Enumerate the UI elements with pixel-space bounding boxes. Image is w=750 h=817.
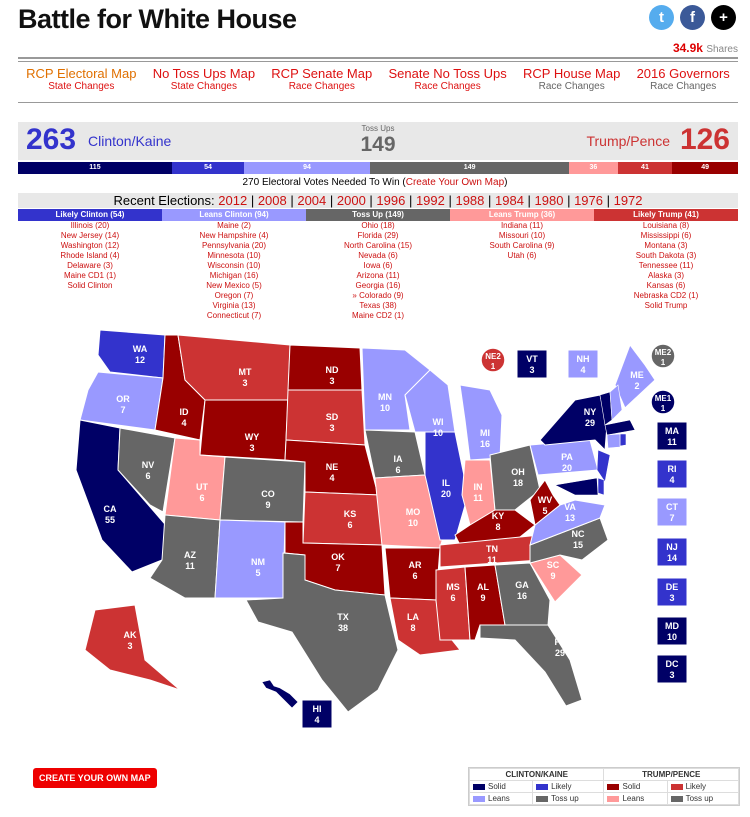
- state-ev: 14: [666, 553, 678, 563]
- district-ev: 1: [660, 404, 666, 413]
- race-link[interactable]: Minnesota (10): [207, 251, 261, 260]
- state-ev: 11: [487, 555, 497, 565]
- state-ev: 18: [512, 478, 524, 488]
- state-label: WI: [432, 417, 444, 427]
- state-label: VT: [526, 354, 538, 364]
- nav-sub: State Changes: [170, 81, 237, 92]
- nav-label: No Toss Ups Map: [152, 66, 256, 81]
- bar-segment-likely_d: 54: [172, 162, 244, 174]
- state-label: LA: [407, 612, 419, 622]
- district-ev: 1: [660, 358, 666, 367]
- state-ev: 6: [450, 593, 456, 603]
- state-ev: 20: [440, 489, 452, 499]
- state-ev: 3: [529, 365, 535, 375]
- state-label: TX: [337, 612, 349, 622]
- race-link[interactable]: Oregon (7): [214, 291, 254, 300]
- race-link[interactable]: Washington (12): [60, 241, 120, 250]
- nav-label: RCP Electoral Map: [26, 66, 137, 81]
- race-link[interactable]: Pennsylvania (20): [201, 241, 267, 250]
- race-link[interactable]: South Carolina (9): [489, 241, 555, 250]
- district-ev: 1: [490, 362, 496, 371]
- state-label: HI: [312, 704, 322, 714]
- state-ev: 8: [410, 623, 416, 633]
- district-label: NE2: [485, 352, 501, 361]
- nav-sub: Race Changes: [650, 81, 717, 92]
- state-ev: 10: [666, 632, 678, 642]
- district-label: ME2: [654, 348, 672, 357]
- state-ev: 10: [432, 428, 444, 438]
- nav-sub: Race Changes: [414, 81, 481, 92]
- legend-leans-d: Leans: [470, 793, 533, 805]
- state-ev: 7: [120, 405, 126, 415]
- race-link[interactable]: Nevada (6): [358, 251, 398, 260]
- state-ev: 7: [335, 563, 341, 573]
- bar-segment-solid_r: 49: [672, 162, 738, 174]
- state-label: AZ: [184, 550, 196, 560]
- state-ev: 4: [669, 475, 675, 485]
- state-ev: 29: [554, 648, 566, 658]
- state-ma[interactable]: [605, 420, 635, 435]
- legend-likely-d: Likely: [533, 781, 604, 793]
- state-ev: 2: [634, 381, 640, 391]
- state-label: RI: [667, 464, 677, 474]
- state-ev: 3: [242, 378, 248, 388]
- legend: [468, 767, 740, 806]
- twitter-icon[interactable]: t: [649, 5, 674, 30]
- state-ev: 12: [134, 355, 146, 365]
- nav-sub: Race Changes: [288, 81, 355, 92]
- legend-toss-r: Toss up: [667, 793, 738, 805]
- state-ev: 5: [255, 568, 261, 578]
- year-link[interactable]: 2004: [297, 193, 327, 208]
- race-link[interactable]: Georgia (16): [355, 281, 401, 290]
- state-ev: 20: [561, 463, 573, 473]
- race-link[interactable]: Rhode Island (4): [60, 251, 120, 260]
- state-label: IA: [393, 454, 403, 464]
- state-ev: 4: [329, 473, 335, 483]
- race-link[interactable]: Alaska (3): [647, 271, 684, 280]
- state-nj[interactable]: [597, 450, 610, 482]
- state-ev: 3: [329, 376, 335, 386]
- tossup-label: Toss Ups: [361, 124, 395, 133]
- state-ks[interactable]: [303, 492, 382, 545]
- state-ev: 11: [667, 437, 677, 447]
- column-header: Likely Clinton (54): [18, 209, 162, 221]
- state-ev: 3: [669, 593, 675, 603]
- race-link[interactable]: Tennessee (11): [638, 261, 694, 270]
- legend-solid-r: Solid: [604, 781, 667, 793]
- state-label: MA: [665, 426, 679, 436]
- column-header: Leans Clinton (94): [162, 209, 306, 221]
- state-ev: 3: [329, 423, 335, 433]
- race-link[interactable]: Montana (3): [644, 241, 688, 250]
- shares-number: 34.9k: [672, 41, 703, 55]
- state-ev: 5: [542, 506, 548, 516]
- state-label: MO: [405, 507, 421, 517]
- state-label: NV: [141, 460, 155, 470]
- clinton-label: Clinton/Kaine: [88, 133, 172, 149]
- state-ev: 9: [265, 500, 271, 510]
- race-link[interactable]: Arizona (11): [356, 271, 400, 280]
- state-ev: 8: [495, 522, 501, 532]
- legend-trump-header: TRUMP/PENCE: [604, 769, 739, 781]
- state-label: VA: [564, 502, 576, 512]
- race-link[interactable]: Louisiana (8): [642, 221, 690, 230]
- tossup-total: 149: [360, 133, 396, 156]
- legend-leans-r: Leans: [604, 793, 667, 805]
- race-link[interactable]: Illinois (20): [70, 221, 110, 230]
- state-label: AR: [408, 560, 422, 570]
- state-ev: 29: [584, 418, 596, 428]
- state-label: KY: [491, 511, 505, 521]
- state-nm[interactable]: [215, 520, 285, 598]
- state-label: SD: [325, 412, 339, 422]
- race-link[interactable]: Missouri (10): [498, 231, 546, 240]
- year-link[interactable]: 1980: [534, 193, 564, 208]
- state-label: SC: [546, 560, 560, 570]
- state-label: FL: [554, 637, 566, 647]
- state-label: IN: [473, 482, 483, 492]
- state-ev: 4: [314, 715, 320, 725]
- race-link[interactable]: Wisconsin (10): [207, 261, 261, 270]
- race-link[interactable]: Nebraska CD2 (1): [633, 291, 699, 300]
- race-link[interactable]: Solid Trump: [644, 301, 688, 310]
- plus-icon[interactable]: +: [711, 5, 736, 30]
- state-label: OR: [116, 394, 130, 404]
- recent-elections: Recent Elections: 2012 | 2008 | 2004 | 2000 | 1996 | 1992 | 1988 | 1984 | 1980 | 1976 | 1972: [18, 193, 738, 208]
- state-label: DE: [665, 582, 679, 592]
- state-ev: 7: [669, 513, 675, 523]
- column-header: Likely Trump (41): [594, 209, 738, 221]
- state-label: NY: [583, 407, 597, 417]
- create-your-own-map-button[interactable]: CREATE YOUR OWN MAP: [33, 768, 157, 788]
- year-link[interactable]: 2012: [218, 193, 248, 208]
- state-ev: 3: [249, 443, 255, 453]
- nav-sub: State Changes: [48, 81, 115, 92]
- state-label: ME: [630, 370, 644, 380]
- state-ev: 15: [572, 540, 584, 550]
- state-label: WA: [132, 344, 148, 354]
- state-label: NH: [576, 354, 590, 364]
- state-ri[interactable]: [620, 434, 626, 446]
- state-hi[interactable]: [262, 680, 298, 708]
- state-label: OK: [331, 552, 345, 562]
- race-link[interactable]: » Colorado (9): [352, 291, 404, 300]
- race-link[interactable]: Kansas (6): [646, 281, 686, 290]
- state-label: PA: [561, 452, 573, 462]
- state-label: DC: [665, 659, 679, 669]
- race-link[interactable]: Ohio (18): [361, 221, 395, 230]
- year-link[interactable]: 1984: [495, 193, 524, 208]
- race-link[interactable]: New Jersey (14): [60, 231, 120, 240]
- state-ev: 6: [395, 465, 401, 475]
- district-label: ME1: [654, 394, 672, 403]
- race-link[interactable]: New Mexico (5): [206, 281, 262, 290]
- state-ev: 16: [479, 439, 491, 449]
- state-md[interactable]: [555, 478, 598, 495]
- column-header: Toss Up (149): [306, 209, 450, 221]
- year-link[interactable]: 1988: [455, 193, 485, 208]
- race-link[interactable]: Michigan (16): [209, 271, 259, 280]
- state-ev: 3: [669, 670, 675, 680]
- bar-segment-solid_d: 115: [18, 162, 172, 174]
- state-ev: 6: [347, 520, 353, 530]
- state-label: CT: [666, 502, 678, 512]
- legend-clinton-header: CLINTON/KAINE: [470, 769, 604, 781]
- state-wa[interactable]: [98, 330, 165, 378]
- state-label: MS: [446, 582, 460, 592]
- state-ev: 4: [580, 365, 586, 375]
- race-link[interactable]: Maine (2): [217, 221, 251, 230]
- race-link[interactable]: Maine CD1 (1): [63, 271, 116, 280]
- state-fl[interactable]: [480, 625, 582, 706]
- race-link[interactable]: Delaware (3): [67, 261, 113, 270]
- state-ev: 6: [145, 471, 151, 481]
- state-ev: 10: [407, 518, 419, 528]
- race-link[interactable]: South Dakota (3): [635, 251, 697, 260]
- state-ev: 10: [379, 403, 391, 413]
- race-link[interactable]: Solid Clinton: [67, 281, 113, 290]
- paren: ): [504, 177, 508, 188]
- race-link[interactable]: Indiana (11): [500, 221, 544, 230]
- state-label: MT: [238, 367, 252, 377]
- state-ev: 6: [412, 571, 418, 581]
- state-label: NE: [325, 462, 339, 472]
- year-link[interactable]: 2000: [336, 193, 366, 208]
- state-ev: 11: [185, 561, 195, 571]
- year-link[interactable]: 1976: [574, 193, 603, 208]
- state-label: CO: [261, 489, 275, 499]
- year-link[interactable]: 1972: [613, 193, 643, 208]
- bar-segment-toss: 149: [370, 162, 569, 174]
- state-ev: 9: [550, 571, 556, 581]
- state-label: TN: [486, 544, 498, 554]
- nav-label: 2016 Governors: [636, 66, 730, 81]
- state-label: IL: [442, 478, 450, 488]
- state-label: ND: [325, 365, 339, 375]
- race-link[interactable]: Connecticut (7): [206, 311, 262, 320]
- state-label: WY: [244, 432, 260, 442]
- state-label: KS: [343, 509, 357, 519]
- state-ev: 16: [516, 591, 528, 601]
- legend-solid-d: Solid: [470, 781, 533, 793]
- state-label: CA: [103, 504, 117, 514]
- state-label: OH: [511, 467, 525, 477]
- state-label: NM: [251, 557, 265, 567]
- state-ev: 11: [473, 493, 483, 503]
- clinton-total: 263: [26, 123, 77, 156]
- state-ev: 9: [480, 593, 486, 603]
- state-label: NJ: [666, 542, 678, 552]
- nav-sub: Race Changes: [538, 81, 605, 92]
- race-link[interactable]: Texas (38): [359, 301, 397, 310]
- race-link[interactable]: New Hampshire (4): [199, 231, 269, 240]
- state-ev: 6: [199, 493, 205, 503]
- state-ny[interactable]: [540, 395, 607, 450]
- year-link[interactable]: 2008: [257, 193, 287, 208]
- facebook-icon[interactable]: f: [680, 5, 705, 30]
- bar-segment-leans_r: 36: [569, 162, 617, 174]
- year-link[interactable]: 1992: [415, 193, 445, 208]
- legend-likely-r: Likely: [667, 781, 738, 793]
- race-link[interactable]: Utah (6): [507, 251, 537, 260]
- state-label: UT: [196, 482, 208, 492]
- state-label: AK: [123, 630, 137, 640]
- page-title: Battle for White House: [18, 4, 297, 34]
- recent-label: Recent Elections:: [113, 193, 215, 208]
- race-link[interactable]: Virginia (13): [212, 301, 256, 310]
- race-link[interactable]: Iowa (6): [363, 261, 393, 270]
- state-ev: 4: [181, 418, 187, 428]
- state-ev: 38: [337, 623, 349, 633]
- race-link[interactable]: Mississippi (6): [640, 231, 692, 240]
- state-ms[interactable]: [436, 567, 470, 640]
- state-mt[interactable]: [178, 335, 290, 400]
- state-wy[interactable]: [200, 400, 288, 460]
- year-link[interactable]: 1996: [376, 193, 406, 208]
- state-label: MI: [480, 428, 490, 438]
- state-label: MN: [378, 392, 392, 402]
- race-link[interactable]: North Carolina (15): [343, 241, 413, 250]
- state-ev: 13: [564, 513, 576, 523]
- state-ct[interactable]: [607, 434, 620, 448]
- state-label: MD: [665, 621, 679, 631]
- state-label: ID: [179, 407, 189, 417]
- bar-segment-leans_d: 94: [244, 162, 370, 174]
- race-link[interactable]: Maine CD2 (1): [351, 311, 404, 320]
- trump-total: 126: [679, 123, 730, 156]
- votes-needed-text: 270 Electoral Votes Needed To Win (: [242, 177, 406, 188]
- column-header: Leans Trump (36): [450, 209, 594, 221]
- nav-label: Senate No Toss Ups: [388, 66, 507, 81]
- trump-label: Trump/Pence: [586, 133, 670, 149]
- state-ev: 3: [127, 641, 133, 651]
- create-own-map-link[interactable]: Create Your Own Map: [405, 177, 505, 188]
- shares-label: Shares: [706, 44, 738, 55]
- state-label: GA: [515, 580, 529, 590]
- state-ev: 55: [104, 515, 116, 525]
- nav-label: RCP House Map: [523, 66, 621, 81]
- state-label: AL: [477, 582, 489, 592]
- state-label: WV: [537, 495, 553, 505]
- state-label: NC: [571, 529, 585, 539]
- race-link[interactable]: Florida (29): [357, 231, 399, 240]
- bar-segment-likely_r: 41: [618, 162, 673, 174]
- state-de[interactable]: [598, 478, 604, 495]
- nav-label: RCP Senate Map: [271, 66, 373, 81]
- legend-toss-d: Toss up: [533, 793, 604, 805]
